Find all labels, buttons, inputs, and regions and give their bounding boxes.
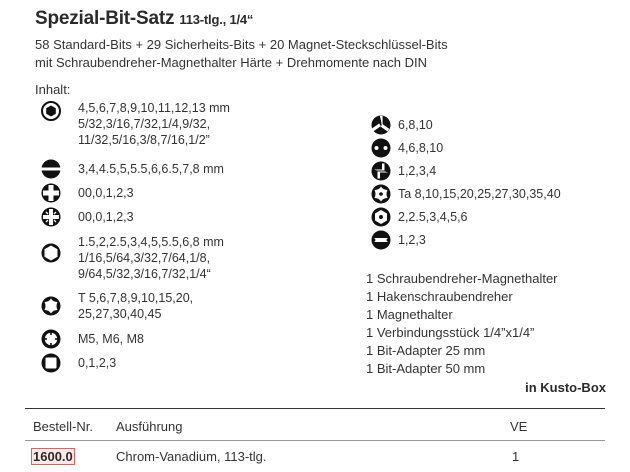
bit-sizes: 2,2.5,3,4,5,6	[398, 210, 468, 224]
right-bit-list	[370, 114, 561, 252]
bit-sizes: 25,27,30,40,45	[78, 307, 162, 321]
bit-row	[370, 114, 561, 137]
header-order-no: Bestell-Nr.	[33, 419, 93, 434]
bit-sizes: 1,2,3	[398, 233, 426, 247]
torx-icon	[40, 295, 62, 317]
slotted-icon	[40, 158, 62, 180]
square-icon	[40, 352, 62, 374]
bit-row	[40, 234, 230, 288]
bit-sizes: 6,8,10	[398, 118, 433, 132]
hex-socket-icon	[40, 100, 62, 122]
bit-sizes: 1/16,5/64,3/32,7/64,1/8,	[78, 251, 211, 265]
bit-row	[40, 206, 230, 232]
spanner-icon	[370, 137, 392, 159]
list-item: 1 Hakenschraubendreher	[366, 289, 513, 304]
bit-sizes: 3,4,4.5,5,5.5,6,6.5,7,8 mm	[78, 162, 224, 176]
header-version: Ausführung	[116, 419, 183, 434]
hex-tamper-icon	[370, 206, 392, 228]
product-title	[35, 8, 253, 30]
bit-row	[40, 290, 230, 328]
unit-cell: 1	[512, 449, 520, 464]
bit-row	[370, 206, 561, 229]
title-sub: 113-tlg., 1/4“	[179, 12, 254, 27]
torq-set-icon	[370, 160, 392, 182]
bit-row	[370, 183, 561, 206]
bit-sizes: 5/32,3/16,7/32,1/4,9/32,	[78, 117, 211, 131]
extras-list	[366, 270, 558, 378]
bit-sizes: T 5,6,7,8,9,10,15,20,	[78, 291, 194, 305]
bit-sizes: 00,0,1,2,3	[78, 186, 134, 200]
bit-sizes: M5, M6, M8	[78, 332, 144, 346]
table-header-rule	[25, 440, 605, 441]
bit-sizes: Ta 8,10,15,20,25,27,30,35,40	[398, 187, 561, 201]
bit-row	[40, 100, 230, 156]
bit-sizes: 0,1,2,3	[78, 356, 117, 370]
bit-sizes: 1,2,3,4	[398, 164, 437, 178]
list-item: 1 Schraubendreher-Magnethalter	[366, 271, 558, 286]
bit-row	[40, 328, 230, 352]
phillips-icon	[40, 182, 62, 204]
header-unit: VE	[510, 419, 528, 434]
inhalt-label: Inhalt:	[35, 82, 71, 97]
bit-row	[40, 158, 230, 182]
title-main: Spezial-Bit-Satz	[35, 8, 175, 29]
one-way-icon	[370, 229, 392, 251]
version-cell: Chrom-Vanadium, 113-tlg.	[116, 449, 267, 464]
bit-row	[370, 229, 561, 252]
bit-row	[40, 182, 230, 206]
tri-wing-icon	[370, 114, 392, 136]
bit-sizes: 11/32,5/16,3/8,7/16,1/2”	[78, 133, 210, 147]
bit-row	[40, 352, 230, 376]
bit-row	[370, 160, 561, 183]
pozidriv-icon	[40, 206, 62, 228]
bit-sizes: 4,6,8,10	[398, 141, 444, 155]
bit-sizes: 00,0,1,2,3	[78, 210, 134, 224]
bit-sizes: 9/64,5/32,3/16,7/32,1/4“	[78, 267, 211, 281]
list-item: 1 Magnethalter	[366, 307, 453, 322]
left-bit-list	[40, 100, 230, 376]
torx-tamper-icon	[370, 183, 392, 205]
list-item: 1 Bit-Adapter 50 mm	[366, 361, 486, 376]
hex-key-icon	[40, 242, 62, 264]
list-item: 1 Bit-Adapter 25 mm	[366, 343, 486, 358]
description-line: mit Schraubendreher-Magnethalter Härte + Drehmomente nach DIN	[35, 55, 427, 70]
product-description	[35, 36, 448, 72]
description-line: 58 Standard-Bits + 29 Sicherheits-Bits + 20 Magnet-Steckschlüssel-Bits	[35, 37, 448, 52]
table-top-rule	[25, 408, 605, 409]
list-item: 1 Verbindungsstück 1/4”x1/4”	[366, 325, 535, 340]
packaging-note: in Kusto-Box	[525, 380, 606, 395]
bit-sizes: 1.5,2,2.5,3,4,5,5.5,6,8 mm	[78, 235, 224, 249]
bit-row	[370, 137, 561, 160]
order-number[interactable]: 1600.0	[33, 449, 73, 464]
xzn-icon	[40, 328, 62, 350]
bit-sizes: 4,5,6,7,8,9,10,11,12,13 mm	[78, 101, 230, 115]
